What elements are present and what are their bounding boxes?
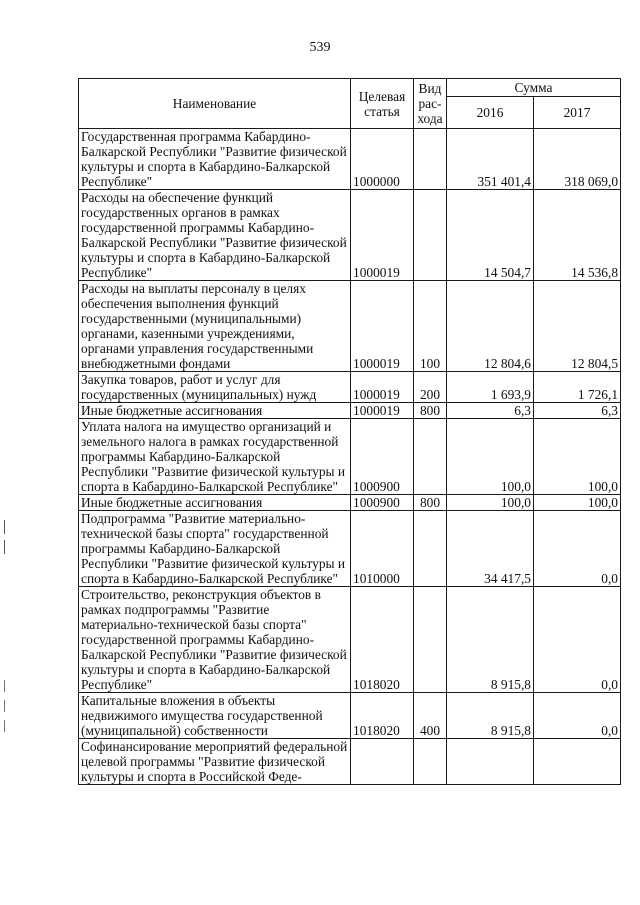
table-row: [79, 693, 621, 739]
header-type-line1: Вид: [418, 81, 442, 96]
row-name: Расходы на выплаты персоналу в целях обеспечения выполнения функций государственными (муниципальными) органами, казенными учреждениями, органами управления государственными внебюджетными фондами: [79, 281, 351, 372]
row-code: 1018020: [351, 587, 414, 693]
table-row: [79, 419, 621, 495]
row-code: [351, 739, 414, 785]
row-name: Капитальные вложения в объекты недвижимого имущества государственной (муниципальной) собственности: [79, 693, 351, 739]
row-name: Строительство, реконструкция объектов в рамках подпрограммы "Развитие материально-технической базы спорта" государственной программы Кабардино-Балкарской Республики "Развитие физической культуры и спорта в Кабардино-Балкарской Республике": [79, 587, 351, 693]
row-code: 1000900: [351, 419, 414, 495]
row-type: 400: [414, 693, 447, 739]
row-amount-2017: 0,0: [534, 587, 621, 693]
row-name: Иные бюджетные ассигнования: [79, 403, 351, 419]
row-amount-2016: 8 915,8: [447, 693, 534, 739]
header-code-line2: статья: [364, 103, 400, 119]
row-code: 1000900: [351, 495, 414, 511]
row-amount-2017: 100,0: [534, 419, 621, 495]
row-type: [414, 190, 447, 281]
row-amount-2016: 6,3: [447, 403, 534, 419]
row-amount-2017: 14 536,8: [534, 190, 621, 281]
row-code: 1000000: [351, 129, 414, 190]
row-type: 100: [414, 281, 447, 372]
row-type: [414, 511, 447, 587]
row-amount-2016: 14 504,7: [447, 190, 534, 281]
row-type: 800: [414, 495, 447, 511]
row-amount-2017: 1 726,1: [534, 372, 621, 403]
scan-edge-marks: [4, 520, 6, 560]
table-row: [79, 281, 621, 372]
header-year-2016: 2016: [447, 97, 534, 129]
row-name: Подпрограмма "Развитие материально-технической базы спорта" государственной программы Кабардино-Балкарской Республики "Развитие физической культуры и спорта в Кабардино-Балкарской Республике": [79, 511, 351, 587]
row-amount-2016: [447, 739, 534, 785]
header-name: Наименование: [79, 79, 351, 129]
row-amount-2016: 100,0: [447, 495, 534, 511]
page-number: 539: [309, 40, 331, 55]
table-row: [79, 511, 621, 587]
table-row: [79, 129, 621, 190]
row-amount-2016: 351 401,4: [447, 129, 534, 190]
row-amount-2016: 8 915,8: [447, 587, 534, 693]
table-row: [79, 190, 621, 281]
row-type: [414, 739, 447, 785]
header-type-line2: рас-: [418, 96, 442, 111]
row-name: Расходы на обеспечение функций государственных органов в рамках государственной программы Кабардино-Балкарской Республики "Развитие физической культуры и спорта в Кабардино-Балкарской Республике": [79, 190, 351, 281]
header-sum: Сумма: [447, 79, 621, 97]
row-amount-2017: 100,0: [534, 495, 621, 511]
row-amount-2017: 318 069,0: [534, 129, 621, 190]
row-code: 1000019: [351, 372, 414, 403]
row-amount-2017: 0,0: [534, 693, 621, 739]
table-row: [79, 372, 621, 403]
row-amount-2016: 100,0: [447, 419, 534, 495]
row-type: [414, 419, 447, 495]
row-type: 200: [414, 372, 447, 403]
row-type: [414, 129, 447, 190]
row-code: 1000019: [351, 281, 414, 372]
row-code: 1018020: [351, 693, 414, 739]
row-amount-2017: 12 804,5: [534, 281, 621, 372]
header-year-2017: 2017: [534, 97, 621, 129]
row-name: Софинансирование мероприятий федеральной целевой программы "Развитие физической культуры и спорта в Российской Феде-: [79, 739, 351, 785]
row-name: Закупка товаров, работ и услуг для государственных (муниципальных) нужд: [79, 372, 351, 403]
row-name: Иные бюджетные ассигнования: [79, 495, 351, 511]
row-code: 1000019: [351, 190, 414, 281]
scan-edge-marks: [4, 680, 5, 740]
row-amount-2017: 0,0: [534, 511, 621, 587]
header-type-line3: хода: [417, 111, 443, 126]
table-row: [79, 403, 621, 419]
row-code: 1000019: [351, 403, 414, 419]
row-amount-2016: 1 693,9: [447, 372, 534, 403]
row-type: [414, 587, 447, 693]
table-row: [79, 495, 621, 511]
row-type: 800: [414, 403, 447, 419]
budget-table: [78, 78, 621, 785]
header-code-line1: Целевая: [358, 88, 406, 104]
header-code: [351, 79, 414, 129]
header-type: [414, 79, 447, 129]
table-row: [79, 587, 621, 693]
row-name: Государственная программа Кабардино-Балкарской Республики "Развитие физической культуры и спорта в Кабардино-Балкарской Республике": [79, 129, 351, 190]
row-code: 1010000: [351, 511, 414, 587]
row-amount-2017: [534, 739, 621, 785]
row-name: Уплата налога на имущество организаций и земельного налога в рамках государственной программы Кабардино-Балкарской Республики "Развитие физической культуры и спорта в Кабардино-Балкарской Республике": [79, 419, 351, 495]
row-amount-2016: 34 417,5: [447, 511, 534, 587]
row-amount-2017: 6,3: [534, 403, 621, 419]
row-amount-2016: 12 804,6: [447, 281, 534, 372]
table-row: [79, 739, 621, 785]
